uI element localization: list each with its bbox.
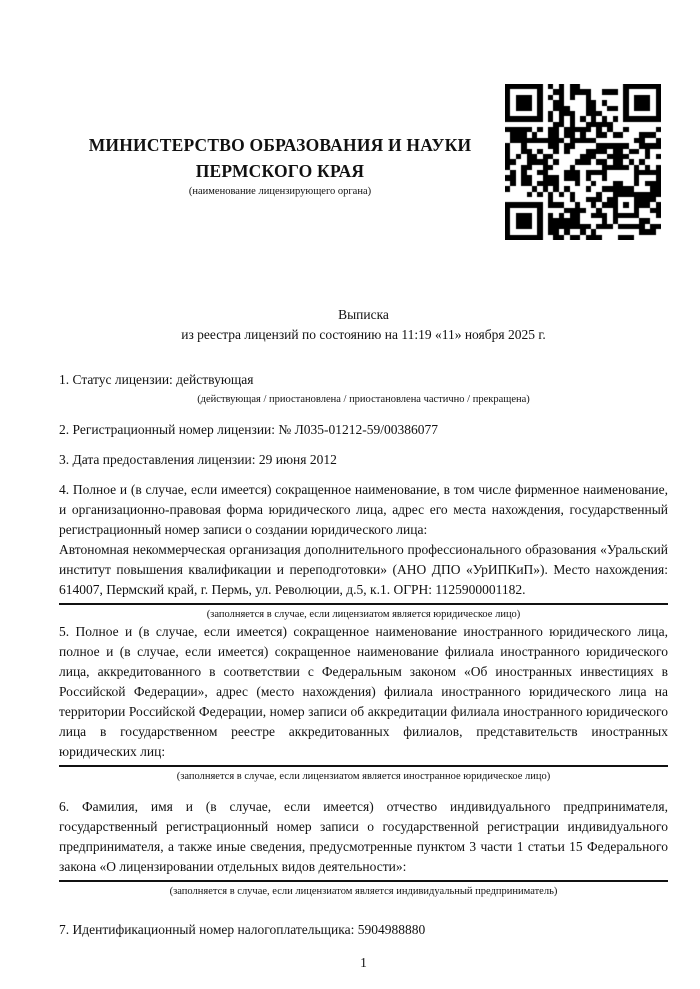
ministry-name-line1: МИНИСТЕРСТВО ОБРАЗОВАНИЯ И НАУКИ	[88, 135, 472, 155]
item-4-legal-entity-prompt: 4. Полное и (в случае, если имеется) сокращенное наименование, в том числе фирменное наименование, и организационно-правовая форма юридического лица, адрес его места нахождения, государственный регистрационный номер записи о создании юридического лица:	[59, 482, 668, 537]
item-4-caption: (заполняется в случае, если лицензиатом является юридическое лицо)	[206, 609, 521, 620]
item-1-caption: (действующая / приостановлена / приостановлена частично / прекращена)	[197, 394, 530, 405]
item-1-license-status: 1. Статус лицензии: действующая	[59, 372, 254, 387]
item-5-caption: (заполняется в случае, если лицензиатом является иностранное юридическое лицо)	[176, 771, 551, 782]
rule-after-item-6	[59, 880, 668, 882]
qr-code-icon	[505, 84, 661, 240]
item-5-foreign-entity: 5. Полное и (в случае, если имеется) сокращенное наименование иностранного юридического лица, полное и (в случае, если имеется) сокращенное наименование филиала иностранного юридического лица, аккредитованного в соответствии с Федеральным законом «Об иностранных инвестициях в Российской Федерации», адрес (место нахождения) филиала иностранного юридического лица на территории Российской Федерации, номер записи об аккредитации филиала иностранного юридического лица в государственном реестре аккредитованных филиалов, представительств иностранных юридических лиц:	[59, 624, 668, 759]
document-title	[59, 305, 668, 345]
item-3-license-date: 3. Дата предоставления лицензии: 29 июня 2012	[59, 452, 337, 467]
document-title-line2: из реестра лицензий по состоянию на 11:19 «11» ноября 2025 г.	[181, 327, 546, 342]
document-title-line1: Выписка	[338, 307, 389, 322]
page-number: 1	[360, 955, 367, 970]
item-2-registration-number: 2. Регистрационный номер лицензии: № Л035-01212-59/00386077	[59, 422, 439, 437]
licensing-authority-caption: (наименование лицензирующего органа)	[188, 186, 372, 197]
licensing-authority-header	[59, 132, 501, 199]
item-6-individual-entrepreneur: 6. Фамилия, имя и (в случае, если имеется) отчество индивидуального предпринимателя, государственный регистрационный номер записи о государственной регистрации индивидуального предпринимателя, а также иные сведения, предусмотренные пунктом 3 части 1 статьи 15 Федерального закона «О лицензировании отдельных видов деятельности»:	[59, 799, 668, 874]
ministry-name-line2: ПЕРМСКОГО КРАЯ	[195, 161, 365, 181]
rule-after-item-4	[59, 603, 668, 605]
item-4-legal-entity-value: Автономная некоммерческая организация дополнительного профессионального образования «Уральский институт повышения квалификации и переподготовки» (АНО ДПО «УрИПКиП»). Место нахождения: 614007, Пермский край, г. Пермь, ул. Революции, д.5, к.1. ОГРН: 1125900001182.	[59, 542, 668, 597]
rule-after-item-5	[59, 765, 668, 767]
item-6-caption: (заполняется в случае, если лицензиатом является индивидуальный предприниматель)	[169, 886, 558, 897]
item-7-taxpayer-number: 7. Идентификационный номер налогоплательщика: 5904988880	[59, 922, 426, 937]
